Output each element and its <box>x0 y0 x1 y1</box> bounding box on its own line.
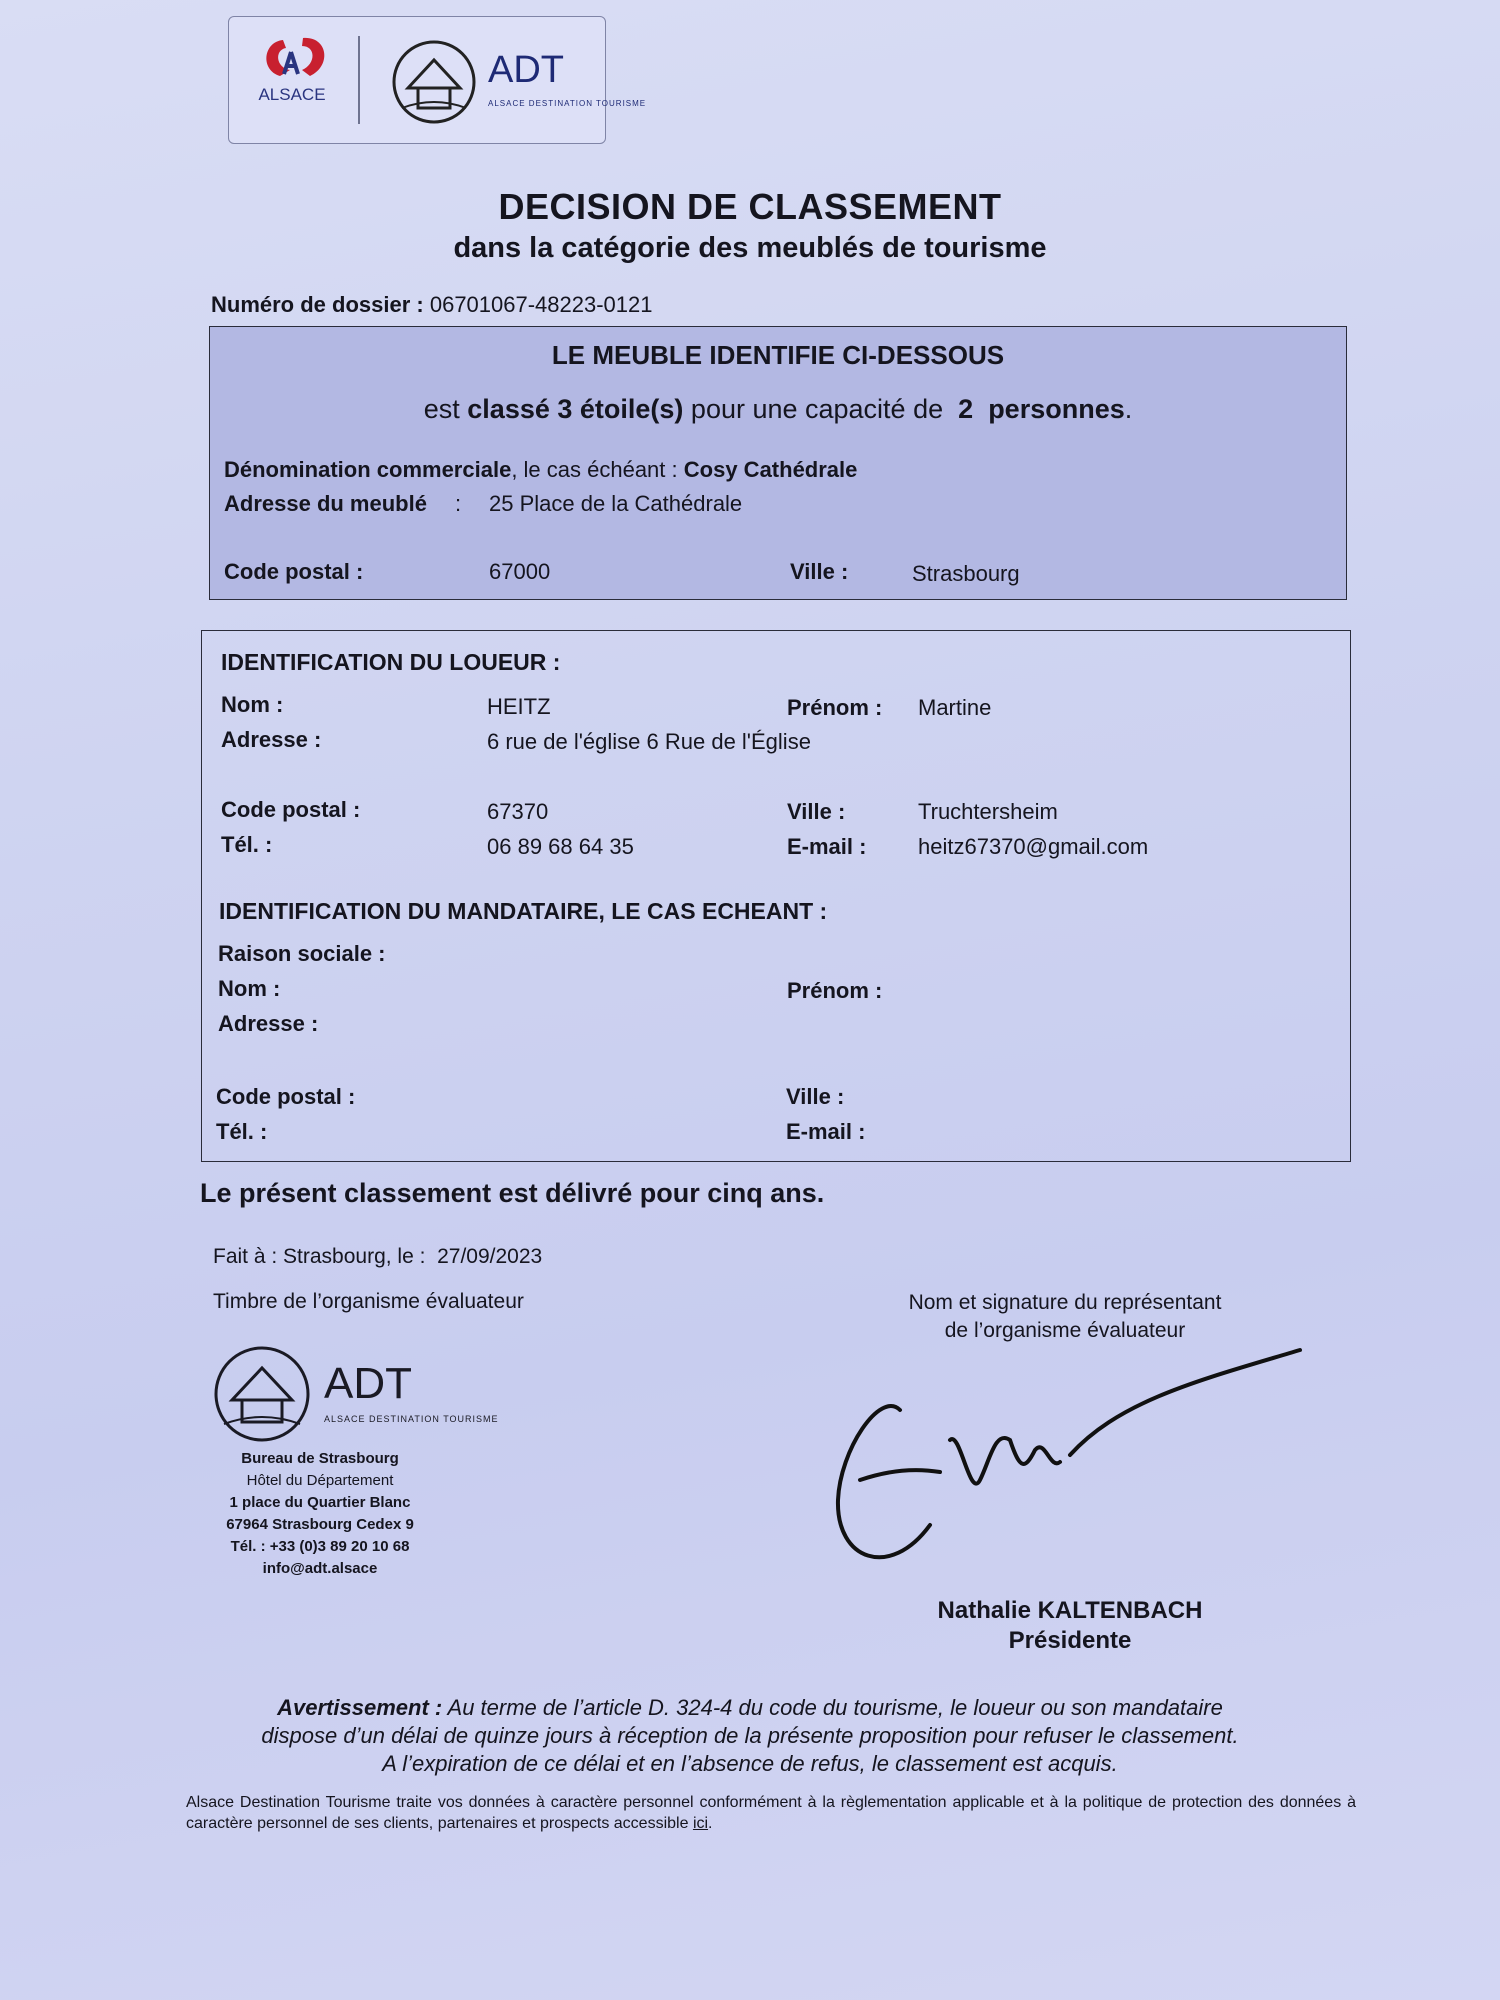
signatory-name: Nathalie KALTENBACH <box>937 1597 1203 1624</box>
svg-text:ALSACE DESTINATION TOURISME: ALSACE DESTINATION TOURISME <box>488 99 647 108</box>
meuble-ville-label: Ville : <box>790 559 849 584</box>
mandataire-raison-label: Raison sociale : <box>218 941 386 966</box>
svg-text:ADT: ADT <box>324 1359 412 1408</box>
mandataire-nom-label: Nom : <box>218 976 281 1001</box>
mandataire-adresse-label: Adresse : <box>218 1011 319 1036</box>
timbre-label: Timbre de l’organisme évaluateur <box>213 1290 524 1313</box>
dossier-value: 06701067-48223-0121 <box>429 292 653 317</box>
loueur-adresse-value: 6 rue de l'église 6 Rue de l'Église <box>487 729 811 754</box>
warning <box>180 1694 1320 1778</box>
warning-line3: A l’expiration de ce délai et en l’absence de refus, le classement est acquis. <box>382 1751 1118 1776</box>
stamp-line4: 67964 Strasbourg Cedex 9 <box>226 1516 414 1533</box>
signatory <box>820 1596 1320 1656</box>
svg-text:ALSACE: ALSACE <box>258 85 326 104</box>
warning-line2: dispose d’un délai de quinze jours à réception de la présente proposition pour refuser le classement. <box>261 1723 1239 1748</box>
denomination-value: Cosy Cathédrale <box>683 457 858 482</box>
loueur-cp-value: 67370 <box>487 799 549 824</box>
loueur-nom-value: HEITZ <box>487 694 551 719</box>
fait-label: Fait à : Strasbourg, le : <box>213 1245 426 1268</box>
validity-statement: Le présent classement est délivré pour cinq ans. <box>200 1178 825 1208</box>
dossier-label: Numéro de dossier : <box>211 292 424 317</box>
loueur-email-label: E-mail : <box>787 834 867 859</box>
loueur-nom-label: Nom : <box>221 692 284 717</box>
loueur-cp-label: Code postal : <box>221 797 361 822</box>
mandataire-tel-label: Tél. : <box>216 1119 268 1144</box>
mandataire-heading: IDENTIFICATION DU MANDATAIRE, LE CAS ECHEANT : <box>219 898 828 924</box>
meuble-ville-value: Strasbourg <box>912 561 1020 586</box>
meuble-cp-label: Code postal : <box>224 559 364 584</box>
legal-notice <box>186 1792 1356 1834</box>
loueur-prenom-value: Martine <box>918 695 992 720</box>
handwritten-signature <box>820 1330 1300 1600</box>
alsace-logo <box>258 30 348 126</box>
mandataire-cp-label: Code postal : <box>216 1084 356 1109</box>
svg-text:ADT: ADT <box>488 49 564 91</box>
adresse-meuble-value: 25 Place de la Cathédrale <box>489 491 743 516</box>
signatory-role: Présidente <box>1008 1627 1132 1654</box>
meuble-cp-value: 67000 <box>489 559 551 584</box>
class-mid: pour une capacité de <box>690 394 944 424</box>
stamp-line2: Hôtel du Département <box>246 1472 394 1489</box>
signature-label-line1: Nom et signature du représentant <box>908 1291 1222 1314</box>
mandataire-email-label: E-mail : <box>786 1119 866 1144</box>
class-suffix: personnes <box>988 394 1125 424</box>
privacy-link[interactable]: ici <box>692 1815 709 1832</box>
identification-box <box>201 630 1351 1162</box>
loueur-prenom-label: Prénom : <box>787 695 883 720</box>
stamp-line1: Bureau de Strasbourg <box>241 1450 399 1467</box>
page-subtitle: dans la catégorie des meublés de tourisme <box>453 232 1047 264</box>
logo-divider <box>358 36 360 124</box>
legal-text: Alsace Destination Tourisme traite vos données à caractère personnel conformément à la règlementation applicable et à la politique de protection des données à caractère personnel de ses clients, partenaires et prospects accessible <box>186 1794 1356 1832</box>
denomination-mid: , le cas échéant : <box>511 457 678 482</box>
denomination-line <box>224 457 857 483</box>
loueur-adresse-label: Adresse : <box>221 727 322 752</box>
stamp-address <box>190 1448 450 1580</box>
denomination-label: Dénomination commerciale <box>224 457 512 482</box>
adresse-meuble-label: Adresse du meublé <box>224 491 427 516</box>
meuble-heading: LE MEUBLE IDENTIFIE CI-DESSOUS <box>551 340 1005 370</box>
class-prefix: est <box>423 394 460 424</box>
dossier-number <box>211 292 653 318</box>
loueur-tel-label: Tél. : <box>221 832 273 857</box>
page-title: DECISION DE CLASSEMENT <box>498 186 1002 227</box>
classement-line: est classé 3 étoile(s) pour une capacité de 2 personnes. <box>423 394 1133 424</box>
signature-label-line2: de l’organisme évaluateur <box>944 1319 1186 1342</box>
stamp-line5: Tél. : +33 (0)3 89 20 10 68 <box>230 1538 410 1555</box>
adt-stamp-logo <box>210 1340 499 1450</box>
stamp-line6: info@adt.alsace <box>262 1560 378 1577</box>
svg-text:ALSACE DESTINATION TOURISME: ALSACE DESTINATION TOURISME <box>324 1414 499 1424</box>
mandataire-ville-label: Ville : <box>786 1084 845 1109</box>
loueur-tel-value: 06 89 68 64 35 <box>487 834 634 859</box>
loueur-heading: IDENTIFICATION DU LOUEUR : <box>221 649 561 675</box>
fait-line <box>213 1245 542 1269</box>
loueur-ville-value: Truchtersheim <box>918 799 1058 824</box>
legal-end: . <box>708 1815 713 1832</box>
adresse-meuble-colon: : <box>455 491 462 516</box>
class-stars: classé 3 étoile(s) <box>467 394 684 424</box>
mandataire-prenom-label: Prénom : <box>787 978 883 1003</box>
warning-line1: Au terme de l’article D. 324-4 du code du tourisme, le loueur ou son mandataire <box>447 1695 1223 1720</box>
adt-logo-top <box>390 38 647 128</box>
warning-label: Avertissement : <box>277 1695 443 1720</box>
stamp-line3: 1 place du Quartier Blanc <box>229 1494 411 1511</box>
fait-date: 27/09/2023 <box>437 1245 543 1268</box>
loueur-ville-label: Ville : <box>787 799 846 824</box>
loueur-email-value: heitz67370@gmail.com <box>918 834 1149 859</box>
class-capacity: 2 <box>958 394 974 424</box>
